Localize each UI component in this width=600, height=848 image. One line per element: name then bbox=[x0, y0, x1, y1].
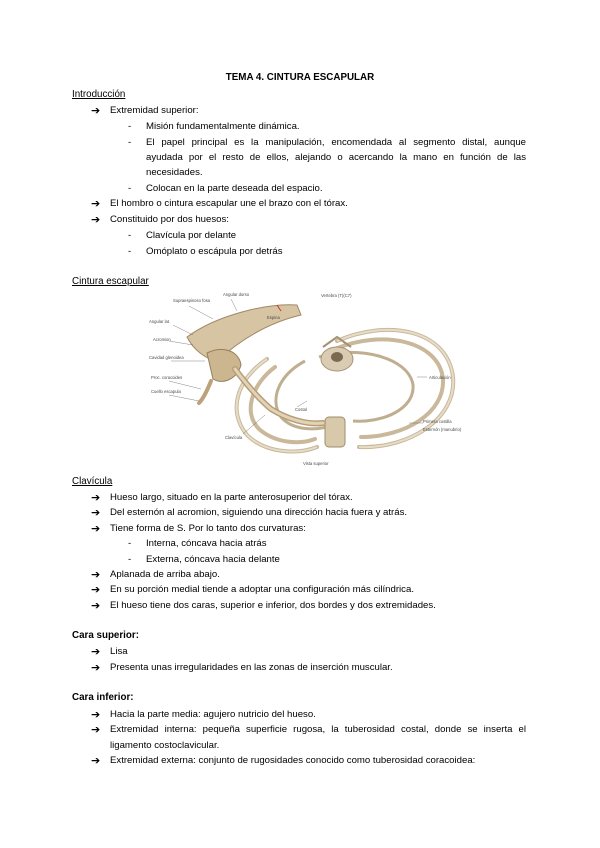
figure-label: Primera costilla bbox=[423, 419, 452, 424]
list-item: ➔ Tiene forma de S. Por lo tanto dos curvaturas: bbox=[91, 523, 306, 535]
section-heading-cintura-escapular: Cintura escapular bbox=[72, 276, 149, 287]
page-title: TEMA 4. CINTURA ESCAPULAR bbox=[225, 72, 375, 83]
list-item: ➔ Hacia la parte media: agujero nutricio del hueso. bbox=[91, 709, 316, 721]
figure-label: Vertebra (T)(C7) bbox=[321, 293, 352, 298]
figure-label: Cuello escapula bbox=[151, 389, 181, 394]
list-item: ➔ Del esternón al acromion, siguiendo una dirección hacia fuera y atrás. bbox=[91, 507, 408, 519]
list-item: ➔ Extremidad interna: pequeña superficie rugosa, la tuberosidad costal, donde se inserta el bbox=[91, 724, 526, 736]
figure-label: Proc. coracoides bbox=[151, 375, 183, 380]
arrow-bullet-icon: ➔ bbox=[91, 755, 101, 767]
list-item: ➔ El hueso tiene dos caras, superior e inferior, dos bordes y dos extremidades. bbox=[91, 600, 436, 612]
sub-list-item-continuation: necesidades. bbox=[146, 167, 203, 178]
dash-bullet-icon: - bbox=[128, 137, 132, 148]
arrow-bullet-icon: ➔ bbox=[91, 709, 101, 721]
subheading-cara-inferior: Cara inferior: bbox=[72, 692, 134, 703]
list-item: ➔ En su porción medial tiende a adoptar una configuración más cilíndrica. bbox=[91, 584, 414, 596]
arrow-bullet-icon: ➔ bbox=[91, 492, 101, 504]
dash-bullet-icon: - bbox=[128, 183, 132, 194]
sub-list-item: - Misión fundamentalmente dinámica. bbox=[128, 121, 300, 132]
figure-caption: Vista superior bbox=[303, 461, 329, 466]
dash-bullet-icon: - bbox=[128, 121, 132, 132]
dash-bullet-icon: - bbox=[128, 554, 132, 565]
figure-label: Articulación bbox=[429, 375, 451, 380]
sub-list-item: - Externa, cóncava hacia delante bbox=[128, 554, 280, 565]
sub-list-item-continuation: ayudada por el resto de ellos, alejando o acercando la mano en función de las bbox=[146, 152, 526, 163]
arrow-bullet-icon: ➔ bbox=[91, 523, 101, 535]
figure-label: Costal bbox=[295, 407, 307, 412]
arrow-bullet-icon: ➔ bbox=[91, 584, 101, 596]
list-item: ➔ Presenta unas irregularidades en las zonas de inserción muscular. bbox=[91, 662, 393, 674]
figure-label: Acromion bbox=[153, 337, 171, 342]
dash-bullet-icon: - bbox=[128, 246, 132, 257]
arrow-bullet-icon: ➔ bbox=[91, 214, 101, 226]
arrow-bullet-icon: ➔ bbox=[91, 662, 101, 674]
sub-list-item: - Colocan en la parte deseada del espacio. bbox=[128, 183, 323, 194]
list-item: ➔ Hueso largo, situado en la parte anterosuperior del tórax. bbox=[91, 492, 353, 504]
figure-label: Esternón (manubrio) bbox=[423, 427, 461, 432]
section-heading-introduccion: Introducción bbox=[72, 89, 126, 100]
arrow-bullet-icon: ➔ bbox=[91, 724, 101, 736]
list-item-continuation: ligamento costoclavicular. bbox=[110, 740, 220, 751]
arrow-bullet-icon: ➔ bbox=[91, 105, 101, 117]
shoulder-girdle-svg bbox=[147, 289, 461, 470]
figure-label: Clavícula bbox=[225, 435, 243, 440]
subheading-cara-superior: Cara superior: bbox=[72, 630, 139, 641]
list-item: ➔ El hombro o cintura escapular une el brazo con el tórax. bbox=[91, 198, 348, 210]
figure-label: Cavidad glenoidea bbox=[149, 355, 184, 360]
dash-bullet-icon: - bbox=[128, 538, 132, 549]
sub-list-item: - Interna, cóncava hacia atrás bbox=[128, 538, 267, 549]
figure-label: Supraespinoso fosa bbox=[173, 298, 211, 303]
arrow-bullet-icon: ➔ bbox=[91, 198, 101, 210]
arrow-bullet-icon: ➔ bbox=[91, 507, 101, 519]
sub-list-item: - El papel principal es la manipulación, encomendada al segmento distal, aunque bbox=[128, 137, 526, 148]
sub-list-item: - Clavícula por delante bbox=[128, 230, 237, 241]
list-item: ➔ Constituido por dos huesos: bbox=[91, 214, 229, 226]
list-item: ➔ Extremidad externa: conjunto de rugosidades conocido como tuberosidad coracoidea: bbox=[91, 755, 476, 767]
arrow-bullet-icon: ➔ bbox=[91, 569, 101, 581]
list-item: ➔ Lisa bbox=[91, 646, 128, 658]
list-item: ➔ Extremidad superior: bbox=[91, 105, 199, 117]
figure-label: Espina bbox=[267, 315, 280, 320]
dash-bullet-icon: - bbox=[128, 230, 132, 241]
list-item: ➔ Aplanada de arriba abajo. bbox=[91, 569, 220, 581]
arrow-bullet-icon: ➔ bbox=[91, 600, 101, 612]
arrow-bullet-icon: ➔ bbox=[91, 646, 101, 658]
sub-list-item: - Omóplato o escápula por detrás bbox=[128, 246, 283, 257]
figure-label: Angular lat. bbox=[149, 319, 171, 324]
figure-label: Angular dorso bbox=[223, 292, 250, 297]
shoulder-girdle-illustration bbox=[147, 289, 461, 470]
section-heading-clavicula: Clavícula bbox=[72, 476, 113, 487]
